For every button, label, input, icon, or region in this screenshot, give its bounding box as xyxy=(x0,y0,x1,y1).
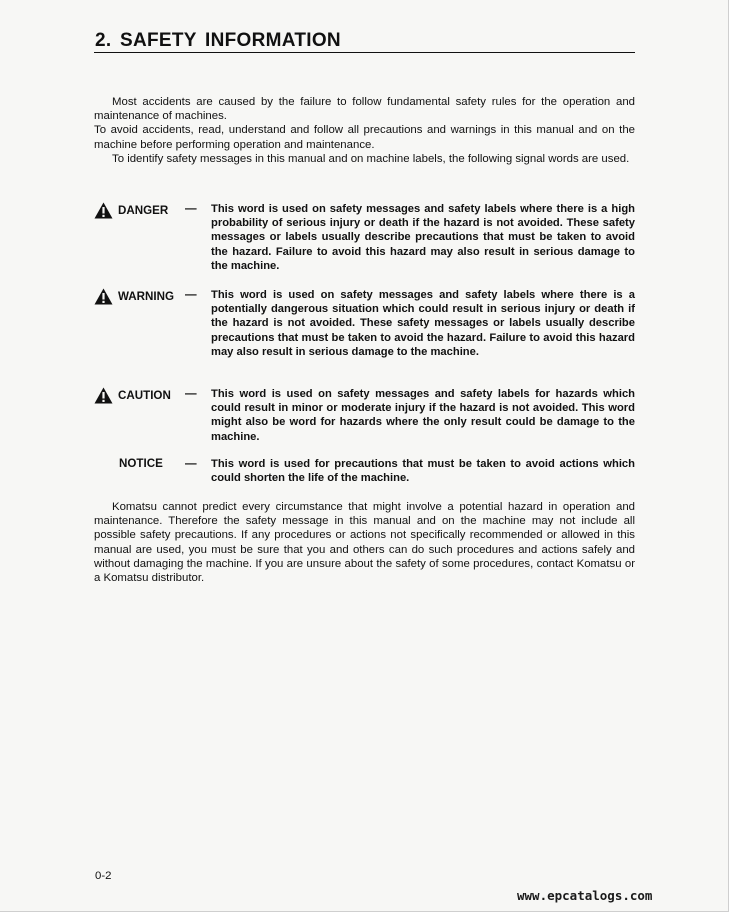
signal-notice-label-group xyxy=(119,457,163,470)
page-title: 2. SAFETY INFORMATION xyxy=(95,30,341,51)
signal-warning-label: WARNING xyxy=(118,290,175,303)
signal-caution-dash: — xyxy=(185,387,197,400)
signal-warning-label-group xyxy=(94,288,174,305)
page-number: 0-2 xyxy=(95,870,112,882)
signal-danger xyxy=(94,202,635,272)
intro-paragraph-1: Most accidents are caused by the failure to follow fundamental safety rules for the operation and maintenance of machines. xyxy=(94,96,635,123)
intro-paragraph-2: To avoid accidents, read, understand and follow all precautions and warnings in this manual and on the machine before performing operation and maintenance. xyxy=(94,124,635,151)
signal-warning-dash: — xyxy=(185,288,197,301)
signal-warning-text: This word is used on safety messages and safety labels where there is a potentially dangerous situation which could result in serious injury or death if the hazard is not avoided. These safety messages or labels usually describe precautions that must be taken to avoid the hazard. Failure to avoid this hazard may also result in serious damage to the machine. xyxy=(211,289,635,358)
closing-section xyxy=(94,500,635,585)
signal-caution xyxy=(94,387,635,443)
signal-notice-label: NOTICE xyxy=(119,457,163,470)
signal-danger-dash: — xyxy=(185,202,197,215)
title-underline xyxy=(94,52,635,53)
intro-section xyxy=(94,95,635,166)
signal-caution-label: CAUTION xyxy=(118,389,171,402)
signal-warning xyxy=(94,288,635,358)
signal-notice-text: This word is used for precautions that must be taken to avoid actions which could shorten the life of the machine. xyxy=(211,458,635,485)
signal-caution-label-group xyxy=(94,387,171,404)
signal-notice xyxy=(94,457,635,485)
intro-paragraph-3: To identify safety messages in this manual and on machine labels, the following signal words are used. xyxy=(112,152,630,165)
warning-triangle-icon xyxy=(94,202,113,219)
watermark-url: www.epcatalogs.com xyxy=(517,888,653,903)
signal-danger-label: DANGER xyxy=(118,204,169,217)
warning-triangle-icon xyxy=(94,288,113,305)
signal-notice-dash: — xyxy=(185,457,197,470)
warning-triangle-icon xyxy=(94,387,113,404)
signal-caution-text: This word is used on safety messages and safety labels for hazards which could result in minor or moderate injury if the hazard is not avoided. This word might also be word for hazards where the only result could be damage to the machine. xyxy=(211,388,635,443)
signal-danger-label-group xyxy=(94,202,168,219)
signal-danger-text: This word is used on safety messages and safety labels where there is a high probability of serious injury or death if the hazard is not avoided. These safety messages or labels usually describe precautions that must be taken to avoid the hazard. Failure to avoid this hazard may also result in serious damage to the machine. xyxy=(211,203,635,272)
closing-paragraph: Komatsu cannot predict every circumstance that might involve a potential hazard in operation and maintenance. Therefore the safety message in this manual and on the machine may not include all possible safety precautions. If any procedures or actions not specifically recommended or allowed in this manual are used, you must be sure that you and others can do such procedures and actions safely and without damaging the machine. If you are unsure about the safety of some procedures, contact Komatsu or a Komatsu distributor. xyxy=(94,501,635,585)
